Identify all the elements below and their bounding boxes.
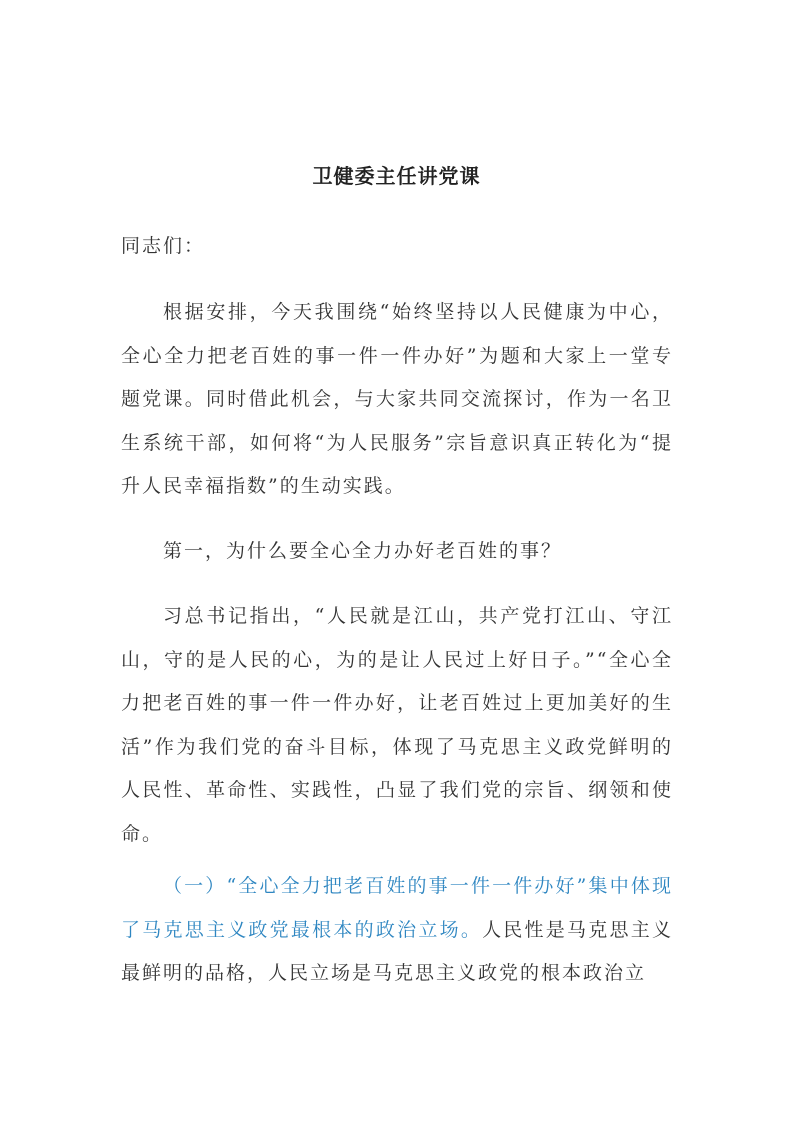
paragraph-quote: 习总书记指出，“人民就是江山，共产党打江山、守江山，守的是人民的心，为的是让人民过上好日子。”“全心全力把老百姓的事一件一件办好，让老百姓过上更加美好的生活”作为我们党的奋斗目标，体现了马克思主义政党鲜明的人民性、革命性、实践性，凸显了我们党的宗旨、纲领和使命。 bbox=[121, 605, 673, 845]
paragraph-subsection-one bbox=[121, 865, 673, 996]
section-heading-first: 第一，为什么要全心全力办好老百姓的事？ bbox=[163, 540, 563, 562]
subsection-heading-highlight: （一）“全心全力把老百姓的事一件一件办好”集中体现了马克思主义政党最根本的政治立场。 bbox=[121, 875, 673, 941]
document-title: 卫健委主任讲党课 bbox=[312, 164, 481, 188]
paragraph-intro: 根据安排，今天我围绕“始终坚持以人民健康为中心，全心全力把老百姓的事一件一件办好”为题和大家上一堂专题党课。同时借此机会，与大家共同交流探讨，作为一名卫生系统干部，如何将“为人民服务”宗旨意识真正转化为“提升人民幸福指数”的生动实践。 bbox=[121, 301, 673, 497]
subsection-body-text: 人民性是马克思主义最鲜明的品格，人民立场是马克思主义政党的根本政治立 bbox=[121, 918, 673, 984]
greeting: 同志们： bbox=[121, 235, 206, 257]
